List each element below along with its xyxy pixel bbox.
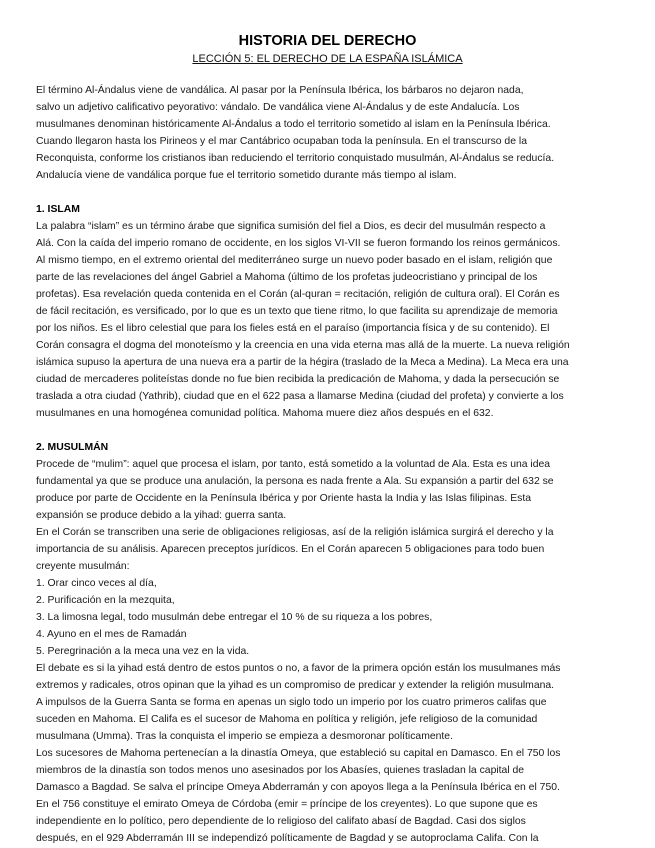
obligations-list (36, 575, 626, 660)
list-item: 2. Purificación en la mezquita, (36, 595, 175, 606)
list-item: 4. Ayuno en el mes de Ramadán (36, 629, 187, 640)
list-item: 1. Orar cinco veces al día, (36, 578, 157, 589)
list-item: 5. Peregrinación a la meca una vez en la vida. (36, 646, 250, 657)
section-heading-islam: 1. ISLAM (36, 204, 80, 215)
islam-paragraph: La palabra “islam” es un término árabe que significa sumisión del fiel a Dios, es decir del musulmán respecto a Alá. Con la caída del imperio romano de occidente, en los siglos VI-VII se fueron formando los reinos germánicos. Al mismo tiempo, en el extremo oriental del mediterráneo surge un nuevo poder basado en el islam, religión que parte de las revelaciones del ángel Gabriel a Mahoma (último de los profetas judeocristiano y principal de los profetas). Esa revelación queda contenida en el Corán (al-quran = recitación, religión de cultura oral). El Corán es de fácil recitación, es versificado, por lo que es un texto que tiene ritmo, lo que facilita su aprendizaje de memoria por los niños. Es el libro celestial que para los fieles está en el paraíso (importancia física y de su contenido). El Corán consagra el dogma del monoteísmo y la creencia en una vida eterna mas allá de la muerte. La nueva religión islámica supuso la apertura de una nueva era a partir de la hégira (traslado de la Meca a Medina). La Meca era una ciudad de mercaderes politeístas donde no fue bien recibida la predicación de Mahoma, y dada la persecución se traslada a otra ciudad (Yathrib), ciudad que en el 622 pasa a llamarse Medina (ciudad del profeta) y convierte a los musulmanes en una homogénea comunidad política. Mahoma muere diez años después en el 632. (36, 221, 570, 419)
lesson-subtitle: LECCIÓN 5: EL DERECHO DE LA ESPAÑA ISLÁMICA (192, 53, 463, 65)
intro-paragraph: El término Al-Ándalus viene de vandálica. Al pasar por la Península Ibérica, los bárbaros no dejaron nada, salvo un adjetivo calificativo peyorativo: vándalo. De vandálica viene Al-Ándalus y de este Andalucía. Los musulmanes denominan históricamente Al-Ándalus a todo el territorio sometido al islam en la Península Ibérica. Cuando llegaron hasta los Pirineos y el mar Cantábrico ocupaban toda la península. En el transcurso de la Reconquista, conforme los cristianos iban reduciendo el territorio conquistado musulmán, Al-Ándalus se reducía. Andalucía viene de vandálica porque fue el territorio sometido durante más tiempo al islam. (36, 85, 555, 181)
section-heading-musulman: 2. MUSULMÁN (36, 442, 109, 453)
document-body (36, 82, 626, 847)
list-item: 3. La limosna legal, todo musulmán debe entregar el 10 % de su riqueza a los pobres, (36, 612, 433, 623)
document-title: HISTORIA DEL DERECHO (238, 33, 417, 49)
musulman-paragraph-2: El debate es si la yihad está dentro de estos puntos o no, a favor de la primera opción están los musulmanes más extremos y radicales, otros opinan que la yihad es un compromiso de predicar y extender la religión musulmana. A impulsos de la Guerra Santa se forma en apenas un siglo todo un imperio por los cuatro primeros califas que suceden en Mahoma. El Califa es el sucesor de Mahoma en política y religión, jefe religioso de la comunidad musulmana (Umma). Tras la conquista el imperio se empieza a desmoronar políticamente. Los sucesores de Mahoma pertenecían a la dinastía Omeya, que estableció su capital en Damasco. En el 750 los miembros de la dinastía son todos menos uno asesinados por los Abasíes, quienes trasladan la capital de Damasco a Bagdad. Se salva el príncipe Omeya Abderramán y con apoyos llega a la Península Ibérica en el 750. En el 756 constituye el emirato Omeya de Córdoba (emir = príncipe de los creyentes). Lo que supone que es independiente en lo político, pero dependiente de lo religioso del califato abasí de Bagdad. Casi dos siglos después, en el 929 Abderramán III se independizó políticamente de Bagdad y se autoproclama Califa. Con la (36, 663, 561, 844)
musulman-paragraph-1: Procede de “mulim”: aquel que procesa el islam, por tanto, está sometido a la voluntad de Ala. Esta es una idea fundamental ya que se produce una anulación, la persona es nada frente a Ala. Su expansión a partir del 632 se produce por parte de Occidente en la Península Ibérica y por Oriente hasta la India y las Islas filipinas. Esta expansión se produce debido a la yihad: guerra santa. En el Corán se transcriben una serie de obligaciones religiosas, así de la religión islámica surgirá el derecho y la importancia de su análisis. Aparecen preceptos jurídicos. En el Corán aparecen 5 obligaciones para todo buen creyente musulmán: (36, 459, 554, 572)
